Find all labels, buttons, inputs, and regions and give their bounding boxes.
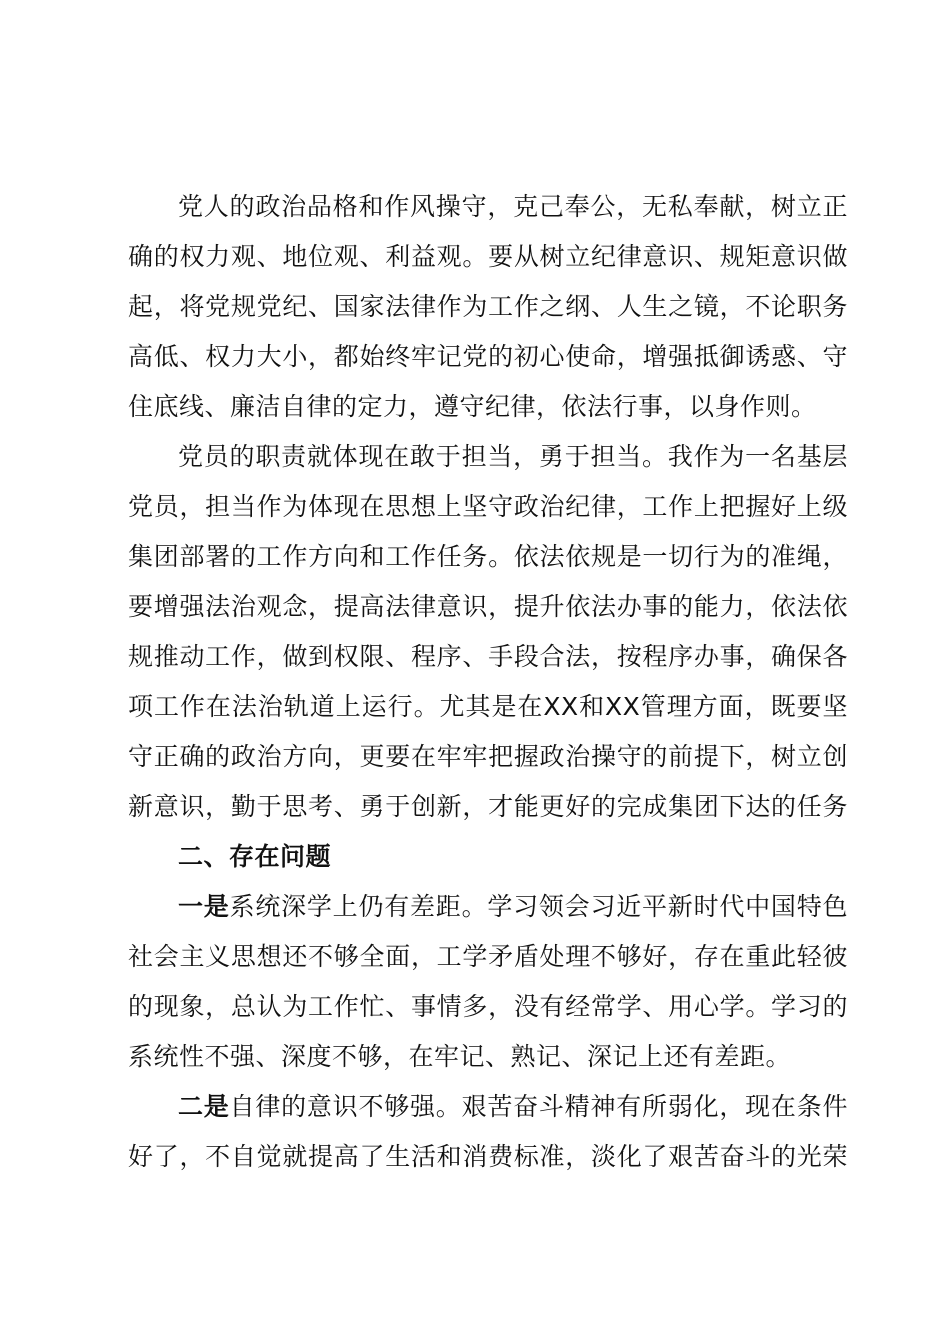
paragraph-line: 规推动工作，做到权限、程序、手段合法，按程序办事，确保各 — [128, 642, 848, 671]
item-lead: 一是 — [178, 892, 230, 921]
paragraph-line: 项工作在法治轨道上运行。尤其是在XX和XX管理方面，既要坚 — [128, 692, 848, 721]
paragraph-line: 党员的职责就体现在敢于担当，勇于担当。我作为一名基层 — [178, 442, 848, 471]
paragraph-line: 新意识，勤于思考、勇于创新，才能更好的完成集团下达的任务 — [128, 792, 848, 821]
paragraph-line: 住底线、廉洁自律的定力，遵守纪律，依法行事，以身作则。 — [128, 392, 817, 421]
paragraph-line: 确的权力观、地位观、利益观。要从树立纪律意识、规矩意识做 — [128, 242, 848, 271]
paragraph-1 — [128, 182, 848, 432]
paragraph-line: 的现象，总认为工作忙、事情多，没有经常学、用心学。学习的 — [128, 992, 848, 1021]
paragraph-line: 系统性不强、深度不够，在牢记、熟记、深记上还有差距。 — [128, 1042, 792, 1071]
item-lead: 二是 — [178, 1092, 230, 1121]
paragraph-line: 高低、权力大小，都始终牢记党的初心使命，增强抵御诱惑、守 — [128, 342, 848, 371]
item-first-line — [128, 882, 848, 932]
paragraph-line: 党员，担当作为体现在思想上坚守政治纪律，工作上把握好上级 — [128, 492, 848, 521]
paragraph-line: 起，将党规党纪、国家法律作为工作之纲、人生之镜，不论职务 — [128, 292, 848, 321]
paragraph-line: 党人的政治品格和作风操守，克己奉公，无私奉献，树立正 — [178, 192, 848, 221]
problem-item-1 — [128, 882, 848, 1082]
problem-item-2 — [128, 1082, 848, 1182]
paragraph-line: 好了，不自觉就提高了生活和消费标准，淡化了艰苦奋斗的光荣 — [128, 1142, 848, 1171]
paragraph-2 — [128, 432, 848, 832]
item-first-text: 系统深学上仍有差距。学习领会习近平新时代中国特色 — [229, 892, 848, 921]
paragraph-line: 要增强法治观念，提高法律意识，提升依法办事的能力，依法依 — [128, 592, 848, 621]
document-body — [128, 182, 848, 1182]
item-first-text: 自律的意识不够强。艰苦奋斗精神有所弱化，现在条件 — [229, 1092, 848, 1121]
section-heading: 二、存在问题 — [178, 842, 332, 871]
paragraph-line: 集团部署的工作方向和工作任务。依法依规是一切行为的准绳， — [128, 542, 848, 571]
item-first-line — [128, 1082, 848, 1132]
paragraph-line: 社会主义思想还不够全面，工学矛盾处理不够好，存在重此轻彼 — [128, 942, 848, 971]
paragraph-line: 守正确的政治方向，更要在牢牢把握政治操守的前提下，树立创 — [128, 742, 848, 771]
